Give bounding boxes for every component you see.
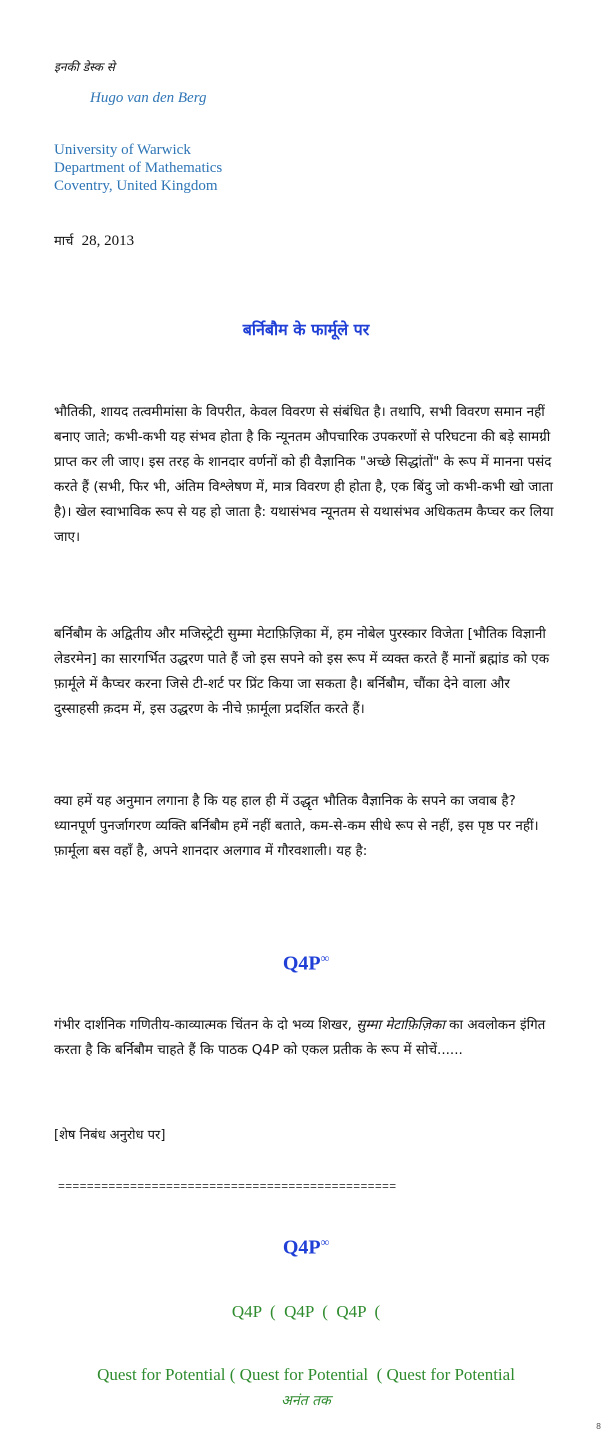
date (54, 231, 134, 250)
rest-on-request-note: [शेष निबंध अनुरोध पर] (54, 1128, 166, 1143)
paragraph-4 (54, 1013, 558, 1063)
separator-line: =============================================== (58, 1181, 397, 1194)
from-desk-label: इनकी डेस्क से (54, 60, 115, 74)
formula-base: Q4P (282, 1236, 321, 1259)
q4p-repetition-line: Q4P ( Q4P ( Q4P ( (231, 1302, 381, 1321)
formula-superscript: ∞ (320, 1235, 330, 1249)
formula-base: Q4P (282, 952, 321, 975)
paragraph-1: भौतिकी, शायद तत्वमीमांसा के विपरीत, केवल विवरण से संबंधित है। तथापि, सभी विवरण समान नहीं बनाए जाते; कभी-कभी यह संभव होता है कि न्यूनतम औपचारिक उपकरणों से परिघटना की बड़े सामग्री प्राप्त कर ली जाए। इस तरह के शानदार वर्णनों को ही वैज्ञानिक "अच्छे सिद्धांतों" के रूप में मानना पसंद करते हैं (सभी, फिर भी, अंतिम विश्लेषण में, मात्र विवरण ही होता है, एक बिंदु जो कभी-कभी खो जाता है)। खेल स्वाभाविक रूप से यह हो जाता है: यथासंभव न्यूनतम से यथासंभव अधिकतम कैप्चर कर लिया जाए। (54, 404, 554, 545)
summa-metaphysica-title: सुम्मा मेटाफ़िज़िका (356, 1017, 445, 1033)
formula-q4p-infinity (0, 951, 612, 976)
date-day-year: 28, 2013 (81, 233, 135, 249)
date-month: मार्च (54, 234, 74, 249)
affiliation-line: Coventry, United Kingdom (54, 178, 218, 194)
affiliation-line: University of Warwick (54, 142, 191, 158)
essay-title: बर्निबौम के फार्मूले पर (242, 320, 370, 339)
page-number: 8 (596, 1422, 602, 1431)
to-infinity-line: अनंत तक (281, 1393, 331, 1409)
paragraph-2: बर्निबौम के अद्वितीय और मजिस्ट्रेटी सुम्मा मेटाफ़िज़िका में, हम नोबेल पुरस्कार विजेता [भौतिक विज्ञानी लेडरमेन] का सारगर्भित उद्धरण पाते हैं जो इस सपने को इस रूप में व्यक्त करते हैं मानों ब्रह्मांड को एक फ़ार्मूले में कैप्चर करना जिसे टी-शर्ट पर प्रिंट किया जा सकता है। बर्निबौम, चौंका देने वाला और दुस्साहसी क़दम में, इस उद्धरण के नीचे फ़ार्मूला प्रदर्शित करते हैं। (54, 626, 550, 717)
paragraph-4-text: गंभीर दार्शनिक गणितीय-काव्यात्मक चिंतन के दो भव्य शिखर, (54, 1017, 357, 1033)
affiliation-line: Department of Mathematics (54, 160, 223, 176)
quest-for-potential-line: Quest for Potential ( Quest for Potential ( Quest for Potential (97, 1365, 515, 1384)
formula-superscript: ∞ (320, 951, 330, 965)
affiliation-block (54, 141, 222, 195)
formula-q4p-infinity (0, 1235, 612, 1260)
paragraph-3: क्या हमें यह अनुमान लगाना है कि यह हाल ही में उद्धृत भौतिक वैज्ञानिक के सपने का जवाब है? ध्यानपूर्ण पुनर्जागरण व्यक्ति बर्निबौम हमें नहीं बताते, कम-से-कम सीधे रूप से नहीं, इस पृष्ठ पर नहीं। फ़ार्मूला बस वहाँ है, अपने शानदार अलगाव में गौरवशाली। यह है: (54, 793, 539, 859)
paragraph-4-text: का अवलोकन इंगित करता है कि बर्निबौम चाहते हैं कि पाठक Q4P को एकल प्रतीक के रूप में सोचें...... (54, 1017, 546, 1058)
author-name: Hugo van den Berg (90, 90, 207, 106)
